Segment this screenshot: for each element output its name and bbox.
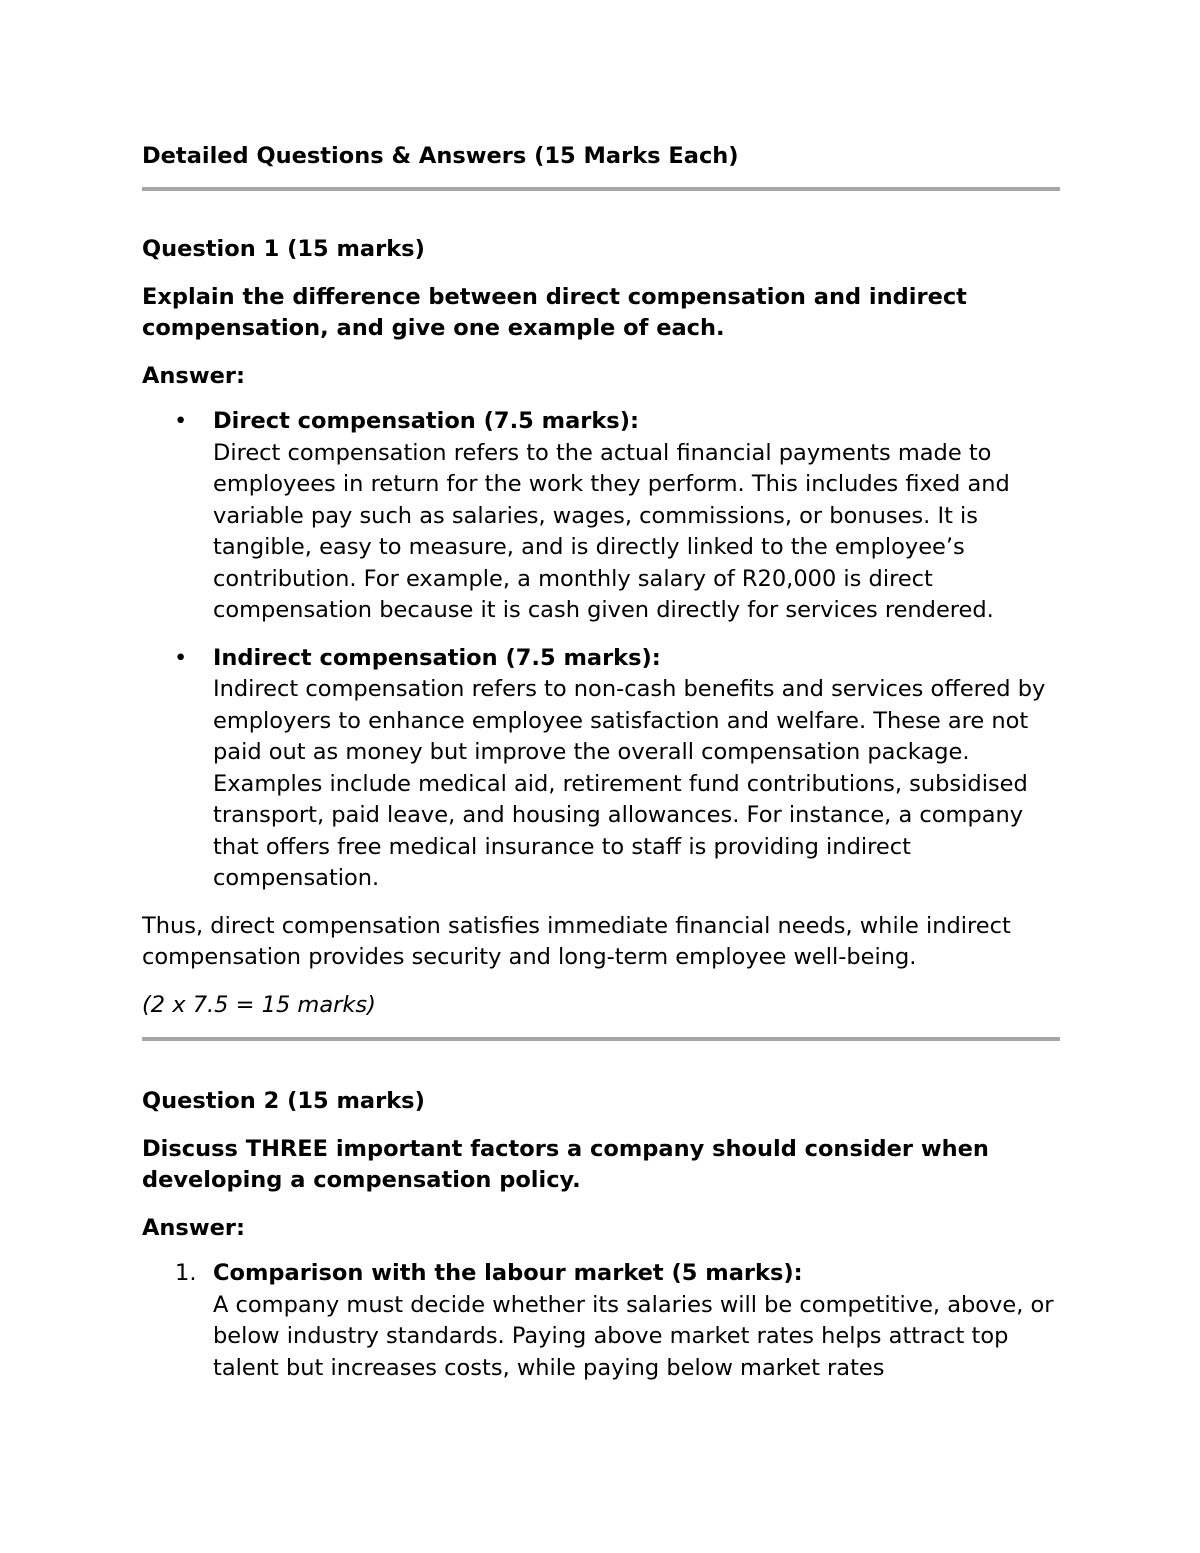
question-2-answer-label: Answer: <box>142 1214 245 1241</box>
list-item-labour-market <box>142 1258 1060 1384</box>
section-divider <box>142 1037 1060 1041</box>
question-2-prompt: Discuss THREE important factors a company should consider when developing a compensation policy. <box>142 1135 989 1193</box>
question-1-prompt: Explain the difference between direct compensation and indirect compensation, and give one example of each. <box>142 283 967 341</box>
question-1-section <box>142 234 1060 1021</box>
question-2-answer-list <box>142 1258 1060 1384</box>
item-body: A company must decide whether its salaries will be competitive, above, or below industry standards. Paying above market rates helps attract top talent but increases costs, while paying below market rates <box>213 1291 1054 1381</box>
list-item-direct-compensation <box>142 406 1060 627</box>
question-2-heading: Question 2 (15 marks) <box>142 1088 425 1114</box>
list-number: 1. <box>175 1260 197 1286</box>
question-1-marks-note: (2 x 7.5 = 15 marks) <box>142 991 376 1018</box>
item-body: Indirect compensation refers to non-cash benefits and services offered by employers to enhance employee satisfaction and welfare. These are not paid out as money but improve the overall compensation package. Examples include medical aid, retirement fund contributions, subsidised transport, paid leave, and housing allowances. For instance, a company that offers free medical insurance to staff is providing indirect compensation. <box>213 676 1046 891</box>
item-title: Direct compensation (7.5 marks): <box>213 408 639 434</box>
document-title: Detailed Questions & Answers (15 Marks Each) <box>142 143 739 169</box>
item-title: Comparison with the labour market (5 marks): <box>213 1260 803 1286</box>
item-body: Direct compensation refers to the actual financial payments made to employees in return for the work they perform. This includes fixed and variable pay such as salaries, wages, commissions, or bonuses. It is tangible, easy to measure, and is directly linked to the employee’s contribution. For example, a monthly salary of R20,000 is direct compensation because it is cash given directly for services rendered. <box>213 439 1010 623</box>
question-1-summary: Thus, direct compensation satisfies immediate financial needs, while indirect compensation provides security and long-term employee well-being. <box>142 912 1011 970</box>
list-item-indirect-compensation <box>142 643 1060 895</box>
question-1-answer-label: Answer: <box>142 362 245 389</box>
section-divider <box>142 187 1060 191</box>
document-page <box>142 140 1060 1384</box>
item-title: Indirect compensation (7.5 marks): <box>213 644 661 671</box>
bullet-icon: • <box>174 644 188 671</box>
question-2-section <box>142 1086 1060 1384</box>
question-1-answer-list <box>142 406 1060 895</box>
bullet-icon: • <box>174 408 188 434</box>
question-1-heading: Question 1 (15 marks) <box>142 236 425 262</box>
